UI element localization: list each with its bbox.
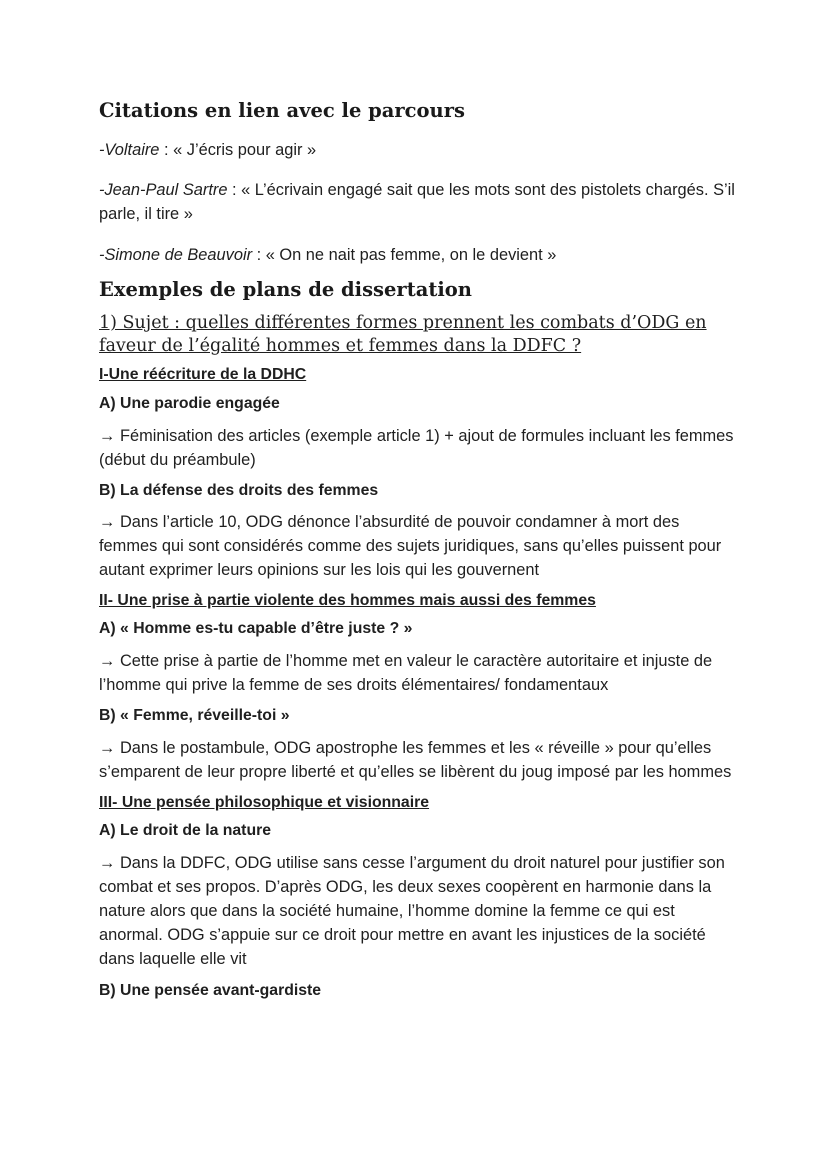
quote-author: -Jean-Paul Sartre [99,181,228,199]
page-content [99,99,739,1000]
citations-title: Citations en lien avec le parcours [99,99,465,122]
dissertation-subject: 1) Sujet : quelles différentes formes prennent les combats d’ODG en faveur de l’égalité hommes et femmes dans la DDFC ? [99,313,707,356]
plans-title: Exemples de plans de dissertation [99,278,472,301]
quote-beauvoir [99,243,739,267]
quote-text: : « On ne nait pas femme, on le devient » [252,246,557,264]
part-2-title: II- Une prise à partie violente des hommes mais aussi des femmes [99,592,596,609]
part-3-title: III- Une pensée philosophique et visionnaire [99,794,430,811]
quote-voltaire [99,138,739,162]
part-1-sub-a-text: → Féminisation des articles (exemple article 1) + ajout de formules incluant les femmes (début du préambule) [99,427,734,469]
part-3-sub-a-title: A) Le droit de la nature [99,822,272,839]
quote-sartre [99,178,739,226]
quote-author: -Voltaire [99,141,160,159]
quote-text: : « L’écrivain engagé sait que les mots sont des pistolets chargés. S’il parle, il tire » [99,181,735,223]
part-1-sub-b-text: → Dans l’article 10, ODG dénonce l’absurdité de pouvoir condamner à mort des femmes qui sont considérés comme des sujets juridiques, sans qu’elles puissent pour autant exprimer leurs opinions sur les lois qui les gouvernent [99,513,722,579]
quote-author: -Simone de Beauvoir [99,246,253,264]
part-3-sub-a-text: → Dans la DDFC, ODG utilise sans cesse l’argument du droit naturel pour justifier son combat et ses propos. D’après ODG, les deux sexes coopèrent en harmonie dans la nature alors que dans la société humaine, l’homme domine la femme ce qui est anormal. ODG s’appuie sur ce droit pour mettre en avant les injustices de la société dans laquelle elle vit [99,854,725,968]
part-2-sub-b-title: B) « Femme, réveille-toi » [99,707,290,724]
part-1-sub-b-title: B) La défense des droits des femmes [99,482,379,499]
part-1-title: I-Une réécriture de la DDHC [99,366,307,383]
quote-text: : « J’écris pour agir » [159,141,317,159]
part-3-sub-b-title: B) Une pensée avant-gardiste [99,982,322,999]
part-2-sub-a-title: A) « Homme es-tu capable d’être juste ? » [99,620,413,637]
part-2-sub-b-text: → Dans le postambule, ODG apostrophe les femmes et les « réveille » pour qu’elles s’emparent de leur propre liberté et qu’elles se libèrent du joug imposé par les hommes [99,739,732,781]
part-2-sub-a-text: → Cette prise à partie de l’homme met en valeur le caractère autoritaire et injuste de l’homme qui prive la femme de ses droits élémentaires/ fondamentaux [99,652,713,694]
part-1-sub-a-title: A) Une parodie engagée [99,395,280,412]
